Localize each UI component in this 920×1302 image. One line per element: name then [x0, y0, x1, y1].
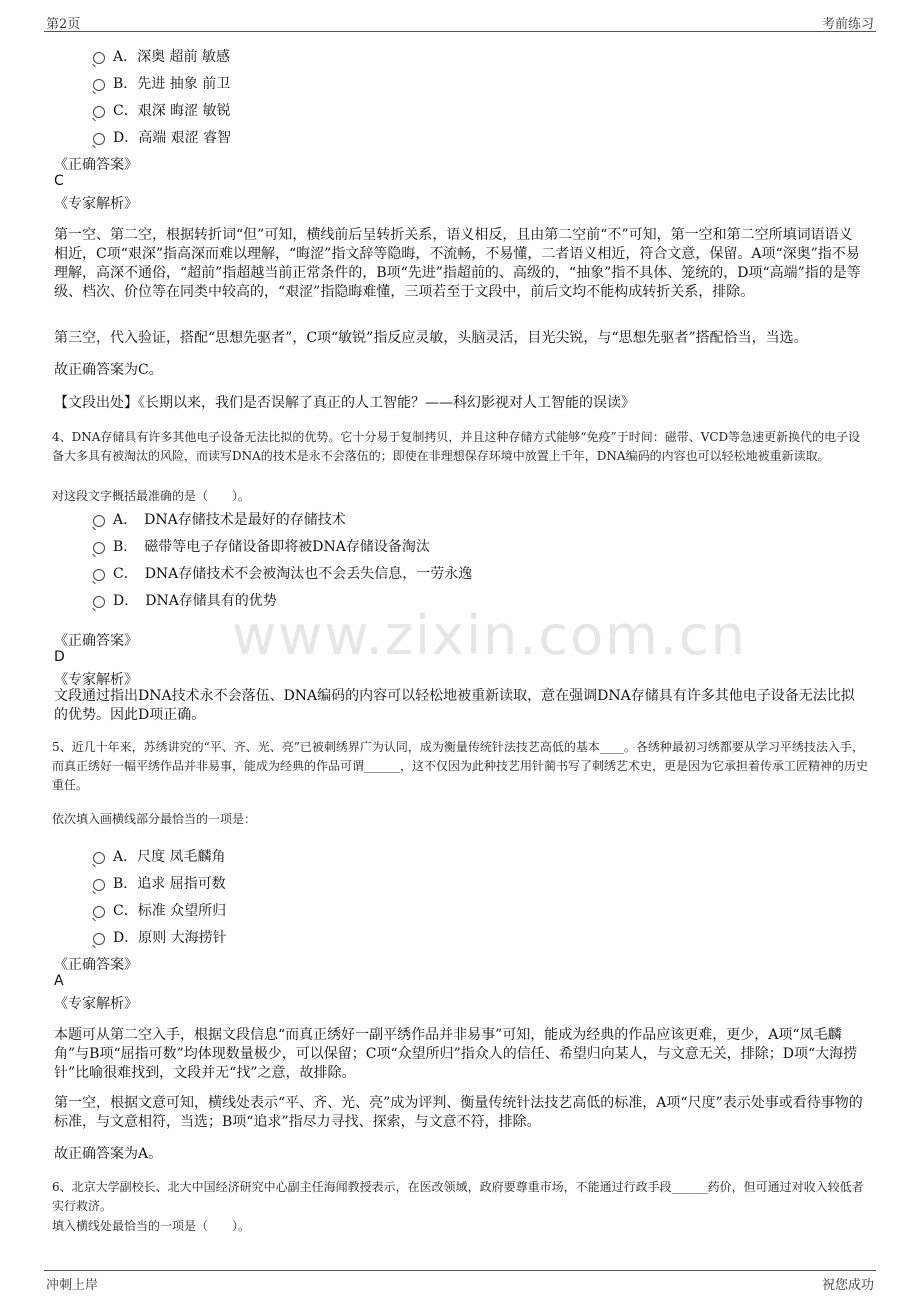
radio-icon[interactable]: [93, 852, 105, 864]
radio-icon[interactable]: [93, 569, 105, 581]
q4-text: 4、DNA存储具有许多其他电子设备无法比拟的优势。它十分易于复制拷贝，并且这种存储方式能够“免疫”于时间：磁带、VCD等急速更新换代的电子设备大多具有被淘汰的风险，而读写DNA的技术是永不会落伍的；即使在非理想保存环境中放置上千年，DNA编码的内容也可以轻松地被重新读取。: [52, 430, 861, 463]
q4-analysis-label: 《专家解析》: [54, 672, 138, 688]
q3-option-c[interactable]: C．艰深 晦涩 敏锐: [93, 100, 231, 120]
q4-stem: 对这段文字概括最准确的是（ ）。: [52, 489, 251, 503]
radio-icon[interactable]: [93, 596, 105, 608]
header-title: 考前练习: [821, 17, 874, 32]
footer-right-text: 祝您成功: [821, 1278, 874, 1293]
q4-option-d[interactable]: D． DNA存储具有的优势: [93, 590, 277, 610]
radio-icon[interactable]: [93, 515, 105, 527]
radio-icon[interactable]: [93, 106, 105, 118]
page-footer: [0, 1266, 920, 1302]
radio-icon[interactable]: [93, 933, 105, 945]
q4-answer: D: [54, 649, 65, 665]
q5-option-c[interactable]: C．标准 众望所归: [93, 900, 226, 920]
q3-source: 【文段出处】《长期以来，我们是否误解了真正的人工智能？——科幻影视对人工智能的误读》: [54, 395, 635, 411]
page-header: [0, 0, 920, 36]
radio-icon[interactable]: [93, 133, 105, 145]
q3-analysis-paragraph-2: 第三空，代入验证，搭配“思想先驱者”，C项“敏锐”指反应灵敏，头脑灵活，目光尖锐，与“思想先驱者”搭配恰当，当选。: [54, 330, 808, 346]
radio-icon[interactable]: [93, 906, 105, 918]
q4-option-c[interactable]: C． DNA存储技术不会被淘汰也不会丢失信息，一劳永逸: [93, 563, 472, 583]
q4-option-b[interactable]: B． 磁带等电子存储设备即将被DNA存储设备淘汰: [93, 536, 430, 556]
q5-option-a[interactable]: A．尺度 凤毛麟角: [93, 846, 226, 866]
q6-stem: 填入横线处最恰当的一项是（ ）。: [52, 1219, 251, 1233]
q5-option-b[interactable]: B．追求 屈指可数: [93, 873, 226, 893]
q4-answer-label: 《正确答案》: [54, 633, 138, 649]
q5-answer-label: 《正确答案》: [54, 957, 138, 973]
q4-option-a[interactable]: A． DNA存储技术是最好的存储技术: [93, 509, 346, 529]
q3-analysis-paragraph-1: 第一空、第二空，根据转折词“但”可知，横线前后呈转折关系，语义相反，且由第二空前“不”可知，第一空和第二空所填词语语义相近，C项“艰深”指高深而难以理解，“晦涩”指文辞等隐晦，不流畅，不易懂，二者语义相近，符合文意，保留。A项“深奥”指不易理解，高深不通俗，“超前”指超越当前正常条件的，B项“先进”指超前的、高级的，“抽象”指不具体、笼统的，D项“高端”指的是等级、档次、价位等在同类中较高的，“艰涩”指隐晦难懂，三项若至于文段中，前后文均不能构成转折关系，排除。: [54, 227, 861, 300]
footer-left-text: 冲刺上岸: [46, 1278, 99, 1293]
radio-icon[interactable]: [93, 52, 105, 64]
q3-option-d[interactable]: D．高端 艰涩 睿智: [93, 127, 231, 147]
q3-answer-label: 《正确答案》: [54, 157, 138, 173]
q5-text: 5、近几十年来，苏绣讲究的“平、齐、光、亮”已被刺绣界广为认同，成为衡量传统针法技艺高低的基本____。各绣种最初习绣都要从学习平绣技法入手，而真正绣好一幅平绣作品并非易事，能成为经典的作品可谓______，这不仅因为此种技艺用针蔺书写了刺绣艺术史，更是因为它承担着传承工匠精神的历史重任。: [52, 740, 869, 792]
footer-divider: [44, 1270, 876, 1271]
q5-option-d[interactable]: D．原则 大海捞针: [93, 927, 227, 947]
q5-answer: A: [54, 973, 64, 989]
q3-analysis-conclusion: 故正确答案为C。: [54, 362, 163, 378]
watermark: www.zixin.com.cn: [232, 604, 747, 667]
q5-analysis-conclusion: 故正确答案为A。: [54, 1146, 163, 1162]
q3-analysis-label: 《专家解析》: [54, 196, 138, 212]
radio-icon[interactable]: [93, 879, 105, 891]
radio-icon[interactable]: [93, 79, 105, 91]
page-number: 第2页: [46, 17, 81, 32]
q3-option-b[interactable]: B．先进 抽象 前卫: [93, 73, 230, 93]
q4-analysis: 文段通过指出DNA技术永不会落伍、DNA编码的内容可以轻松地被重新读取，意在强调DNA存储具有许多其他电子设备无法比拟的优势。因此D项正确。: [54, 688, 855, 723]
radio-icon[interactable]: [93, 542, 105, 554]
q5-analysis-label: 《专家解析》: [54, 996, 138, 1012]
q5-analysis-paragraph-2: 第一空，根据文意可知，横线处表示“平、齐、光、亮”成为评判、衡量传统针法技艺高低的标准，A项“尺度”表示处事或看待事物的标准，与文意相符，当选；B项“追求”指尽力寻找、探索，与文意不符，排除。: [54, 1095, 863, 1130]
q3-option-a[interactable]: A．深奥 超前 敏感: [93, 46, 230, 66]
header-divider: [44, 31, 876, 32]
q6-text: 6、北京大学副校长、北大中国经济研究中心副主任海闻教授表示，在医改领域，政府要尊重市场，不能通过行政手段______药价，但可通过对收入较低者实行救济。: [52, 1180, 864, 1213]
q3-answer: C: [54, 173, 64, 189]
q5-stem: 依次填入画横线部分最恰当的一项是：: [52, 812, 257, 826]
q5-analysis-paragraph-1: 本题可从第二空入手，根据文段信息“而真正绣好一副平绣作品并非易事”可知，能成为经典的作品应该更难，更少，A项“凤毛麟角”与B项“屈指可数”均体现数量极少，可以保留；C项“众望所归”指众人的信任、希望归向某人，与文意无关，排除；D项“大海捞针”比喻很难找到，文段并无“找”之意，故排除。: [54, 1027, 858, 1081]
